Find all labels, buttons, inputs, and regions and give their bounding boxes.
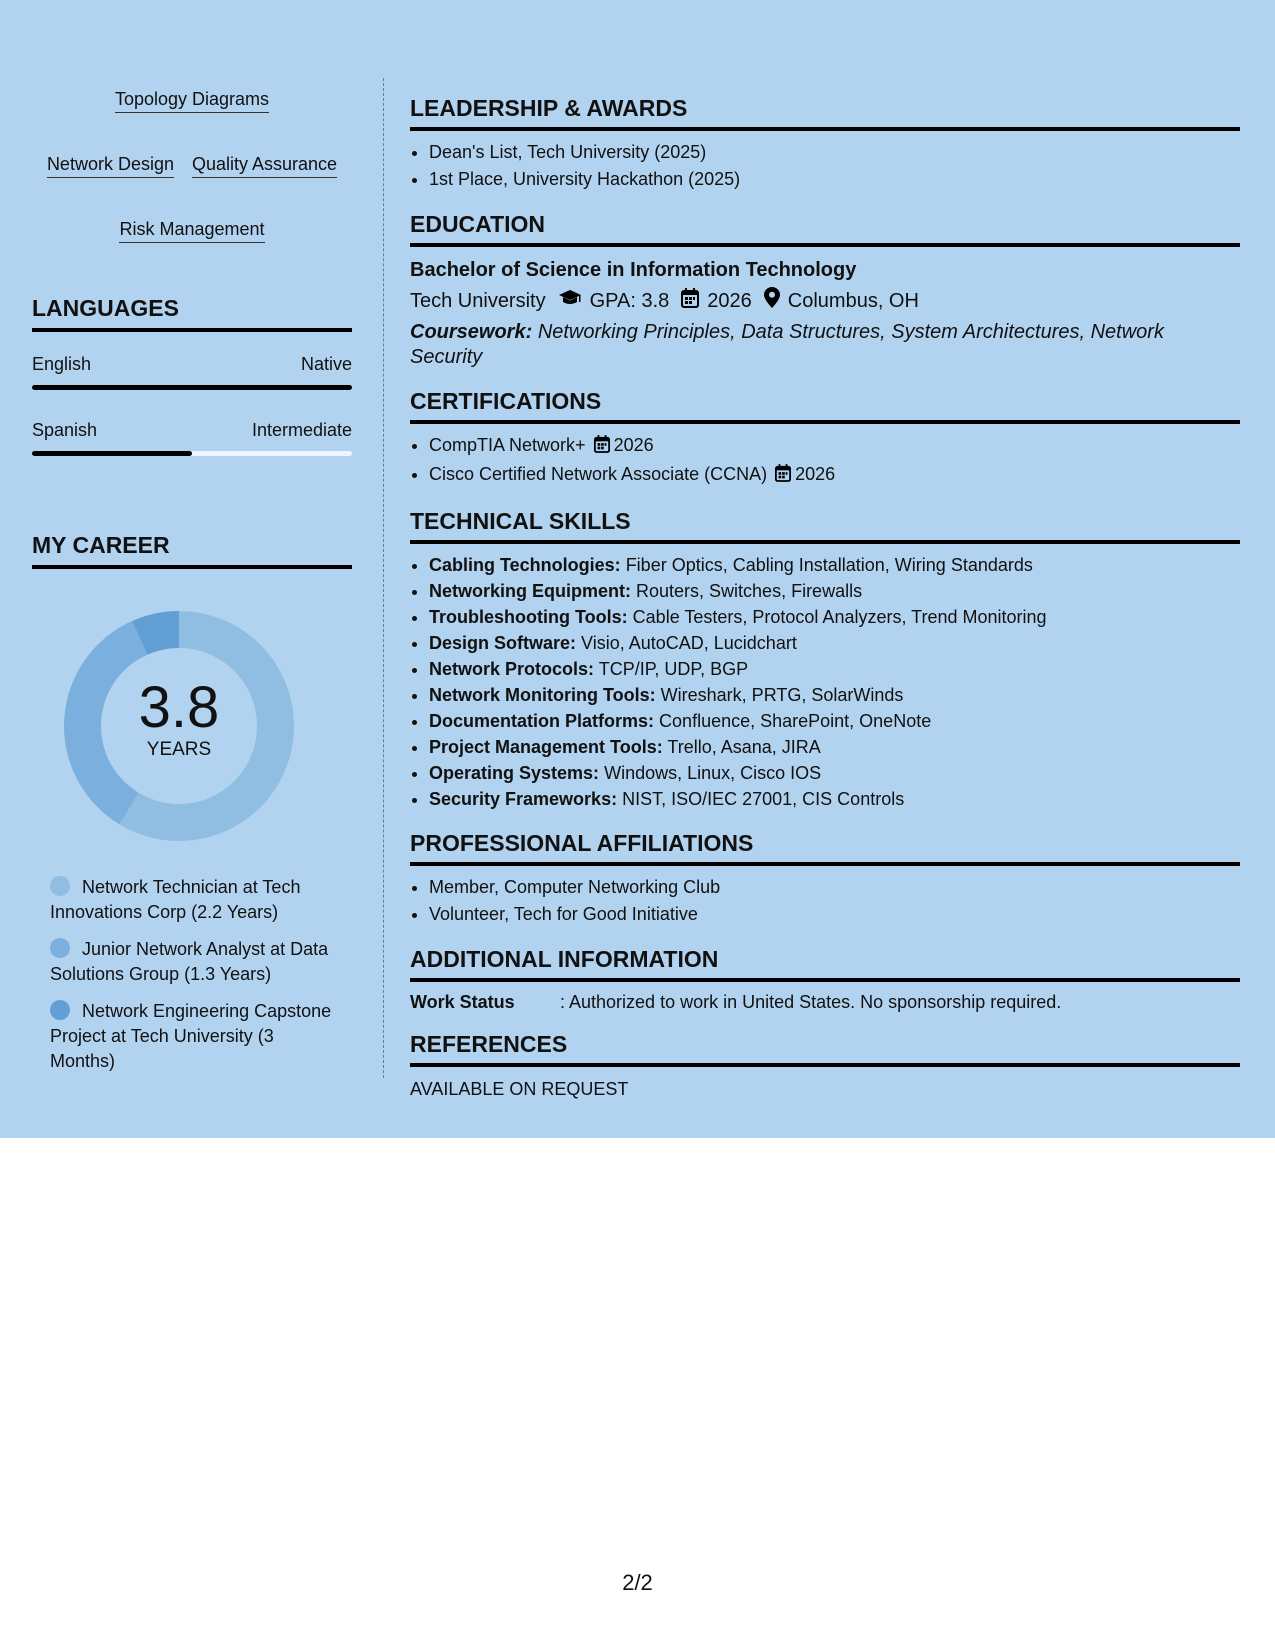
career-legend-label: Network Engineering Capstone Project at Tech University (3 Months) — [50, 1001, 332, 1071]
career-legend-item — [50, 937, 340, 987]
coursework-list: Networking Principles, Data Structures, System Architectures, Network Security — [410, 321, 1164, 368]
list-item: • Member, Computer Networking Club — [429, 874, 1240, 901]
skill-values: Windows, Linux, Cisco IOS — [604, 763, 822, 783]
donut-center — [64, 677, 294, 761]
language-bar-fill — [32, 451, 192, 456]
skill-values: Wireshark, PRTG, SolarWinds — [660, 685, 904, 705]
right-column — [410, 78, 1240, 1118]
legend-dot-icon — [50, 876, 70, 896]
education-degree: Bachelor of Science in Information Technology — [410, 259, 857, 281]
list-item: • Dean's List, Tech University (2025) — [429, 139, 1240, 166]
certifications-section — [410, 388, 1240, 490]
certification-name: Cisco Certified Network Associate (CCNA) — [429, 464, 768, 484]
skill-values: Confluence, SharePoint, OneNote — [659, 711, 932, 731]
leadership-list — [410, 139, 1240, 193]
leadership-section — [410, 95, 1240, 193]
education-meta — [410, 287, 1240, 315]
technical-skill-item — [429, 604, 1240, 630]
references-section — [410, 1031, 1240, 1100]
affiliations-list — [410, 874, 1240, 928]
language-item — [32, 354, 352, 390]
certification-year: 2026 — [613, 435, 654, 455]
education-title: EDUCATION — [410, 211, 1240, 247]
skill-values: Cable Testers, Protocol Analyzers, Trend Monitoring — [632, 607, 1047, 627]
education-year: 2026 — [707, 290, 752, 312]
certification-item — [429, 461, 1240, 490]
skill-tag: Network Design — [47, 153, 174, 178]
technical-skills-list — [410, 552, 1240, 812]
skill-category: Network Protocols: — [429, 659, 595, 679]
references-title: REFERENCES — [410, 1031, 1240, 1067]
certification-year: 2026 — [795, 464, 836, 484]
technical-skill-item — [429, 786, 1240, 812]
skill-tag: Risk Management — [119, 218, 264, 243]
certification-name: CompTIA Network+ — [429, 435, 586, 455]
education-location: Columbus, OH — [787, 290, 919, 312]
education-school: Tech University — [410, 290, 546, 312]
career-legend-label: Junior Network Analyst at Data Solutions Group (1.3 Years) — [50, 939, 329, 984]
coursework-label: Coursework: — [410, 321, 533, 343]
language-item — [32, 420, 352, 456]
career-legend — [32, 875, 352, 1074]
skill-category: Network Monitoring Tools: — [429, 685, 656, 705]
career-section — [32, 532, 352, 1074]
technical-skill-item — [429, 552, 1240, 578]
certifications-list — [410, 432, 1240, 490]
skill-category: Documentation Platforms: — [429, 711, 655, 731]
education-gpa: GPA: 3.8 — [589, 290, 670, 312]
skill-values: Fiber Optics, Cabling Installation, Wiring Standards — [625, 555, 1033, 575]
skill-values: TCP/IP, UDP, BGP — [598, 659, 749, 679]
language-name: English — [32, 354, 92, 374]
skill-category: Operating Systems: — [429, 763, 600, 783]
legend-dot-icon — [50, 938, 70, 958]
skill-category: Troubleshooting Tools: — [429, 607, 628, 627]
career-legend-label: Network Technician at Tech Innovations Corp (2.2 Years) — [50, 877, 301, 922]
column-divider — [383, 78, 384, 1078]
location-pin-icon — [764, 287, 780, 315]
skill-category: Networking Equipment: — [429, 581, 631, 601]
work-status-key: Work Status — [410, 992, 515, 1012]
left-column — [32, 78, 352, 1086]
career-donut-chart — [64, 611, 294, 841]
language-bar — [32, 451, 352, 456]
language-level: Native — [300, 354, 352, 374]
skill-category: Project Management Tools: — [429, 737, 663, 757]
certification-item — [429, 432, 1240, 461]
career-unit: YEARS — [146, 739, 212, 760]
skill-values: Visio, AutoCAD, Lucidchart — [581, 633, 797, 653]
calendar-icon — [594, 434, 610, 461]
language-level: Intermediate — [251, 420, 352, 440]
technical-skill-item — [429, 708, 1240, 734]
language-row — [32, 420, 352, 441]
career-legend-item — [50, 999, 340, 1074]
language-row — [32, 354, 352, 375]
certifications-title: CERTIFICATIONS — [410, 388, 1240, 424]
languages-list — [32, 354, 352, 456]
technical-skill-item — [429, 630, 1240, 656]
language-bar — [32, 385, 352, 390]
list-item: • 1st Place, University Hackathon (2025) — [429, 166, 1240, 193]
languages-title: LANGUAGES — [32, 295, 352, 332]
career-title: MY CAREER — [32, 532, 352, 569]
technical-skills-title: TECHNICAL SKILLS — [410, 508, 1240, 544]
skill-category: Security Frameworks: — [429, 789, 618, 809]
additional-info-section — [410, 946, 1240, 1013]
skill-category: Design Software: — [429, 633, 577, 653]
skill-tag: Quality Assurance — [192, 153, 337, 178]
work-status-value: : Authorized to work in United States. No sponsorship required. — [560, 992, 1062, 1012]
technical-skill-item — [429, 656, 1240, 682]
affiliations-title: PROFESSIONAL AFFILIATIONS — [410, 830, 1240, 866]
technical-skill-item — [429, 682, 1240, 708]
skill-values: Trello, Asana, JIRA — [667, 737, 821, 757]
legend-dot-icon — [50, 1000, 70, 1020]
calendar-icon — [681, 288, 699, 315]
skill-values: NIST, ISO/IEC 27001, CIS Controls — [622, 789, 905, 809]
language-bar-fill — [32, 385, 352, 390]
technical-skill-item — [429, 760, 1240, 786]
technical-skills-section — [410, 508, 1240, 812]
list-item: • Volunteer, Tech for Good Initiative — [429, 901, 1240, 928]
affiliations-section — [410, 830, 1240, 928]
work-status-row — [410, 992, 1240, 1013]
references-text: AVAILABLE ON REQUEST — [410, 1079, 629, 1099]
technical-skill-item — [429, 578, 1240, 604]
leadership-title: LEADERSHIP & AWARDS — [410, 95, 1240, 131]
language-name: Spanish — [32, 420, 98, 440]
technical-skill-item — [429, 734, 1240, 760]
skill-category: Cabling Technologies: — [429, 555, 621, 575]
career-total: 3.8 — [138, 675, 220, 740]
additional-info-title: ADDITIONAL INFORMATION — [410, 946, 1240, 982]
graduation-cap-icon — [558, 288, 582, 314]
languages-section — [32, 295, 352, 456]
skills-tags — [32, 78, 352, 243]
calendar-icon — [775, 463, 791, 490]
skill-tag: Topology Diagrams — [115, 88, 269, 113]
career-legend-item — [50, 875, 340, 925]
page-number: 2/2 — [622, 1570, 653, 1595]
skill-values: Routers, Switches, Firewalls — [636, 581, 863, 601]
education-section — [410, 211, 1240, 370]
education-coursework — [410, 320, 1240, 370]
